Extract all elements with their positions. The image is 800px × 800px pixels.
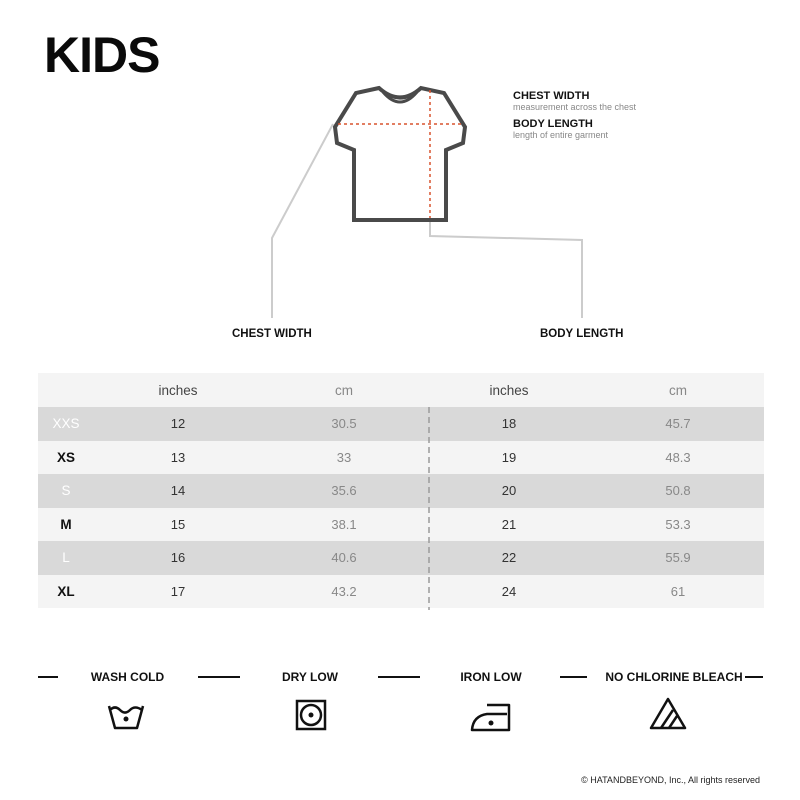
- chest-inches: 17: [170, 583, 186, 599]
- care-label-bleach: NO CHLORINE BLEACH: [605, 670, 743, 684]
- table-row: [38, 407, 764, 441]
- header-length-cm: cm: [669, 382, 687, 398]
- length-cm: 45.7: [665, 416, 691, 432]
- legend-chest-desc: measurement across the chest: [513, 102, 637, 112]
- care-label-iron: IRON LOW: [460, 670, 522, 684]
- chest-cm: 40.6: [331, 550, 357, 566]
- legend-length-desc: length of entire garment: [513, 130, 609, 140]
- size-label: XS: [56, 449, 75, 465]
- chest-cm: 33: [336, 449, 352, 465]
- table-header-row: [38, 373, 764, 407]
- chest-width-callout: CHEST WIDTH: [232, 328, 312, 340]
- iron-low-icon: [469, 701, 513, 733]
- length-inches: 21: [501, 516, 517, 532]
- body-length-callout: BODY LENGTH: [540, 328, 624, 340]
- care-divider: [560, 676, 587, 678]
- table-row: [38, 541, 764, 575]
- length-inches: 22: [501, 550, 517, 566]
- tshirt-outline: [335, 88, 465, 220]
- care-divider: [198, 676, 240, 678]
- table-row: [38, 441, 764, 475]
- chest-cm: 38.1: [331, 516, 357, 532]
- care-divider: [745, 676, 763, 678]
- length-callout-line: [430, 222, 582, 318]
- length-cm: 61: [670, 583, 686, 599]
- length-inches: 24: [501, 583, 517, 599]
- length-cm: 53.3: [665, 516, 691, 532]
- size-label: XL: [57, 583, 75, 599]
- header-chest-inches: inches: [158, 382, 198, 398]
- length-cm: 50.8: [665, 483, 691, 499]
- chest-callout-line: [272, 124, 333, 318]
- page-title: KIDS: [44, 27, 160, 83]
- length-inches: 19: [501, 449, 517, 465]
- size-label: XXS: [52, 416, 80, 432]
- chest-inches: 12: [170, 416, 186, 432]
- size-label: M: [60, 516, 72, 532]
- size-label: S: [61, 483, 71, 499]
- legend-chest-label: CHEST WIDTH: [513, 90, 590, 102]
- chest-cm: 35.6: [331, 483, 357, 499]
- dry-low-icon: [295, 699, 327, 731]
- table-section-divider: [427, 407, 431, 610]
- table-row: [38, 474, 764, 508]
- legend-length: [513, 118, 608, 140]
- length-cm: 48.3: [665, 449, 691, 465]
- header-chest-cm: cm: [335, 382, 353, 398]
- length-inches: 18: [501, 416, 517, 432]
- chest-inches: 15: [170, 516, 186, 532]
- size-label: L: [62, 550, 70, 566]
- copyright-notice: © HATANDBEYOND, Inc., All rights reserved: [581, 775, 760, 785]
- care-divider: [38, 676, 58, 678]
- legend-length-label: BODY LENGTH: [513, 118, 593, 130]
- table-row: [38, 575, 764, 609]
- table-row: [38, 508, 764, 542]
- size-table: [38, 373, 764, 608]
- wash-cold-icon: [106, 700, 146, 732]
- chest-cm: 30.5: [331, 416, 357, 432]
- legend-chest: [513, 90, 636, 112]
- care-label-wash: WASH COLD: [90, 670, 165, 684]
- no-chlorine-bleach-icon: [648, 696, 688, 732]
- chest-inches: 13: [170, 449, 186, 465]
- chest-cm: 43.2: [331, 583, 357, 599]
- chest-inches: 16: [170, 550, 186, 566]
- length-cm: 55.9: [665, 550, 691, 566]
- care-divider: [378, 676, 420, 678]
- care-label-dry: DRY LOW: [282, 670, 338, 684]
- tshirt-diagram: [0, 0, 800, 360]
- chest-inches: 14: [170, 483, 186, 499]
- length-inches: 20: [501, 483, 517, 499]
- header-length-inches: inches: [489, 382, 529, 398]
